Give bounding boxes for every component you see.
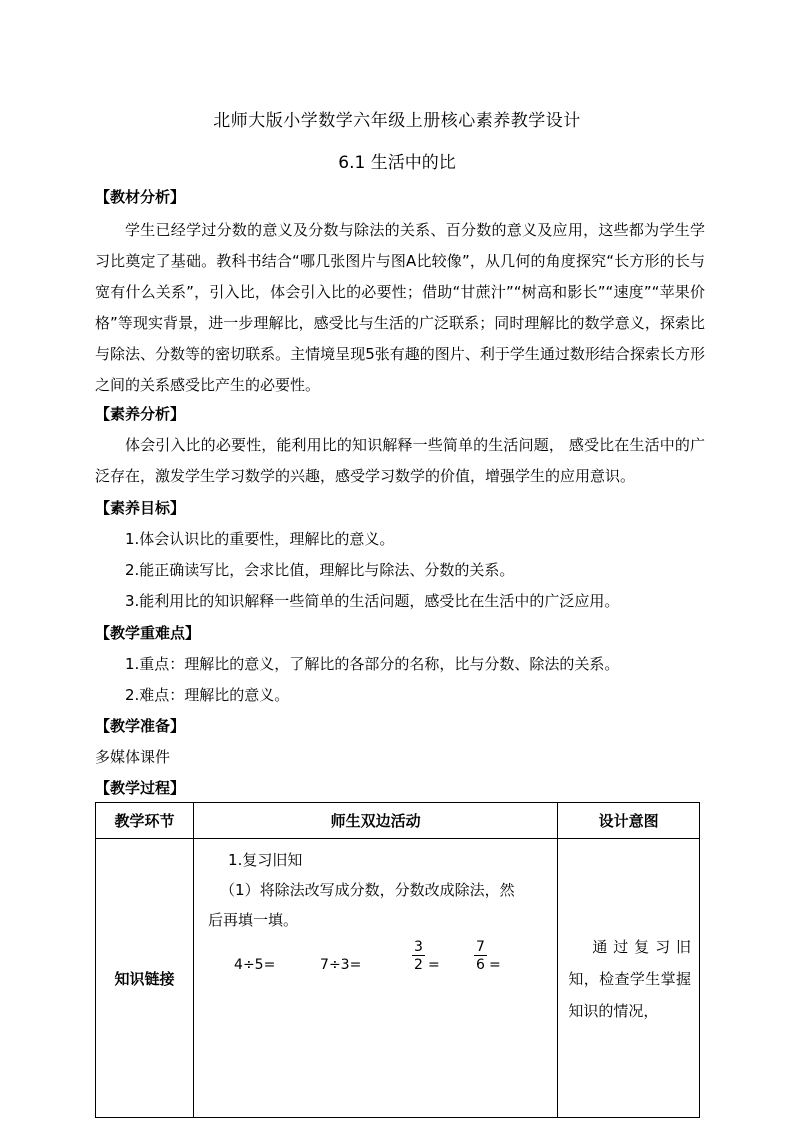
stage-cell: 知识链接 (96, 839, 194, 1118)
fraction-denominator: 2 (414, 957, 423, 973)
activity-line: （1）将除法改写成分数，分数改成除法，然 (220, 881, 515, 899)
goal-item: 2.能正确读写比，会求比值，理解比与除法、分数的关系。 (125, 561, 515, 579)
activity-line: 1.复习旧知 (228, 851, 303, 869)
equals-sign: = (428, 957, 440, 973)
fraction-numerator: 3 (414, 939, 423, 955)
preparation-text: 多媒体课件 (95, 748, 171, 766)
math-exercises (208, 935, 543, 995)
header-activity: 师生双边活动 (194, 803, 558, 839)
math-expression: 4÷5= (234, 957, 276, 973)
textbook-analysis-section (95, 182, 705, 401)
literacy-goals-heading: 【素养目标】 (95, 499, 186, 517)
fraction (474, 939, 487, 974)
intent-text: 通过复习旧知，检查学生掌握知识的情况， (568, 938, 691, 1020)
literacy-analysis-section (95, 399, 705, 492)
activity-line: 后再填一填。 (208, 911, 299, 929)
table-header-row (96, 803, 700, 839)
literacy-analysis-text: 体会引入比的必要性，能利用比的知识解释一些简单的生活问题， 感受比在生活中的广泛存在，激发学生学习数学的兴趣，感受学习数学的价值，增强学生的应用意识。 (95, 436, 705, 485)
preparation-heading: 【教学准备】 (95, 717, 186, 735)
textbook-analysis-text: 学生已经学过分数的意义及分数与除法的关系、百分数的意义及应用，这些都为学生学习比奠定了基础。教科书结合“哪几张图片与图A比较像”，从几何的角度探究“长方形的长与宽有什么关系”，引入比，体会引入比的必要性；借助“甘蔗汁”“树高和影长”“速度”“苹果价格”等现实背景，进一步理解比，感受比与生活的广泛联系；同时理解比的数学意义，探索比与除法、分数等的密切联系。主情境呈现5张有趣的图片、利于学生通过数形结合探索长方形之间的关系感受比产生的必要性。 (95, 221, 705, 394)
fraction (412, 939, 425, 974)
key-point-item: 1.重点：理解比的意义，了解比的各部分的名称，比与分数、除法的关系。 (125, 655, 620, 673)
equals-sign: = (489, 957, 501, 973)
literacy-analysis-heading: 【素养分析】 (95, 405, 186, 423)
table-row (96, 839, 700, 1118)
goal-item: 1.体会认识比的重要性，理解比的意义。 (125, 530, 395, 548)
textbook-analysis-heading: 【教材分析】 (95, 188, 186, 206)
key-point-item: 2.难点：理解比的意义。 (125, 686, 290, 704)
preparation-section (95, 711, 705, 804)
math-expression: 7÷3= (320, 957, 362, 973)
fraction-numerator: 7 (476, 939, 485, 955)
goal-item: 3.能利用比的知识解释一些简单的生活问题，感受比在生活中的广泛应用。 (125, 592, 620, 610)
process-heading: 【教学过程】 (95, 779, 186, 797)
process-table (95, 802, 700, 1118)
key-points-heading: 【教学重难点】 (95, 624, 201, 642)
document-title: 北师大版小学数学六年级上册核心素养教学设计 (213, 111, 581, 131)
fraction-denominator: 6 (476, 957, 485, 973)
key-points-section (95, 618, 705, 711)
lesson-title: 6.1 生活中的比 (338, 153, 456, 173)
header-stage: 教学环节 (96, 803, 194, 839)
literacy-goals-section (95, 493, 705, 617)
intent-cell (558, 839, 700, 1118)
header-intent: 设计意图 (558, 803, 700, 839)
activity-cell (194, 839, 558, 1118)
